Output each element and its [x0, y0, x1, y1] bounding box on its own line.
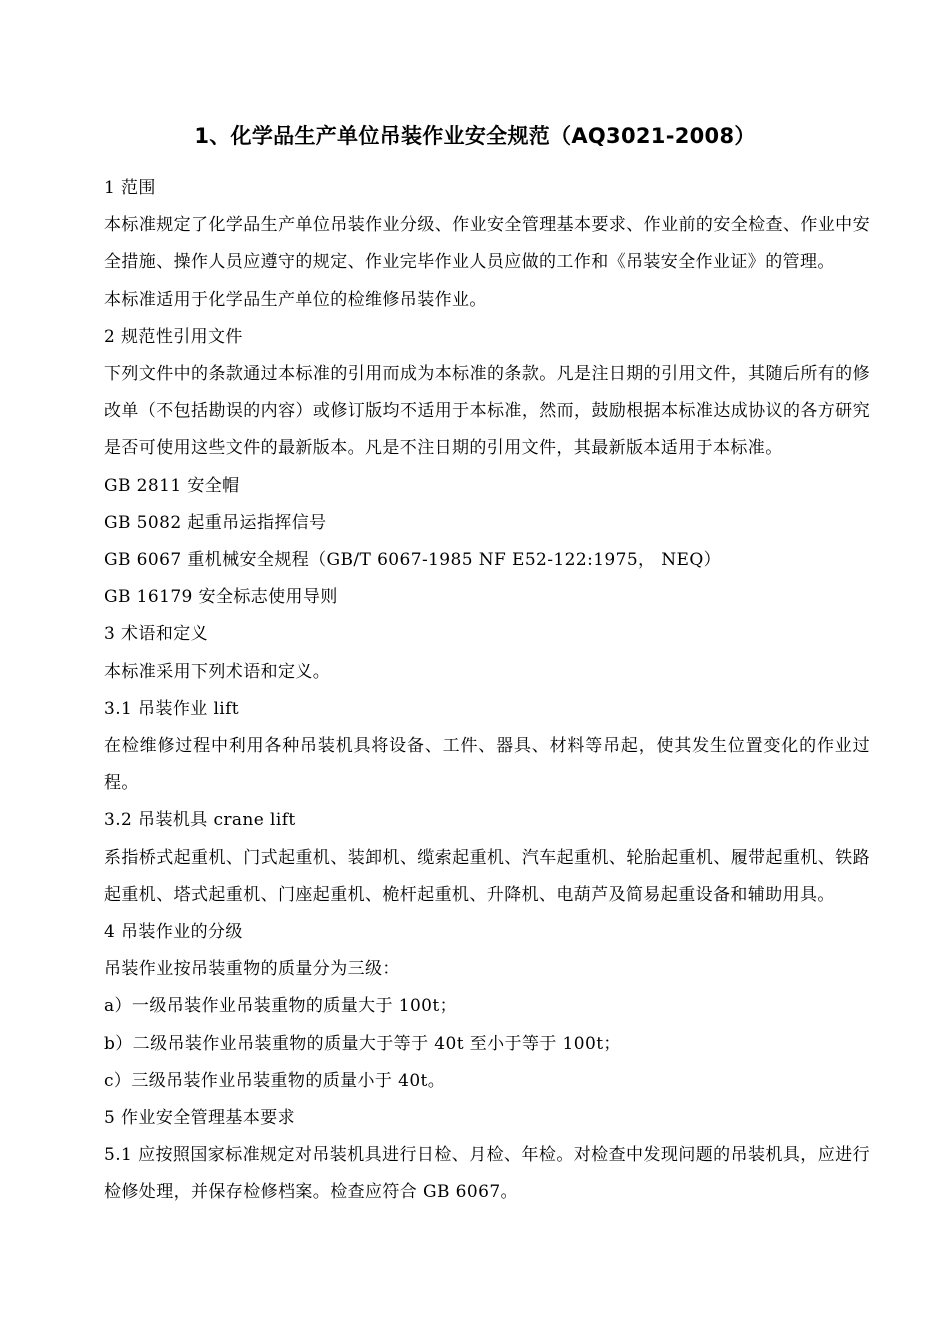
- paragraph: 本标准适用于化学品生产单位的检维修吊装作业。: [104, 289, 487, 310]
- document-title: 1、化学品生产单位吊装作业安全规范（AQ3021-2008）: [194, 124, 756, 148]
- paragraph: 吊装作业按吊装重物的质量分为三级：: [104, 959, 400, 980]
- paragraph: 本标准规定了化学品生产单位吊装作业分级、作业安全管理基本要求、作业前的安全检查、作业中安全措施、操作人员应遵守的规定、作业完毕作业人员应做的工作和《吊装安全作业证》的管理。: [104, 215, 870, 273]
- reference-item: GB 5082 起重吊运指挥信号: [104, 512, 327, 533]
- list-item: b）二级吊装作业吊装重物的质量大于等于 40t 至小于等于 100t；: [104, 1033, 621, 1054]
- paragraph: 在检维修过程中利用各种吊装机具将设备、工件、器具、材料等吊起，使其发生位置变化的作业过程。: [104, 736, 870, 794]
- section-heading-classification: 4 吊装作业的分级: [104, 922, 243, 943]
- reference-item: GB 2811 安全帽: [104, 475, 240, 496]
- section-heading-requirements: 5 作业安全管理基本要求: [104, 1108, 296, 1129]
- reference-item: GB 6067 重机械安全规程（GB/T 6067-1985 NF E52-122:1975， NEQ）: [104, 550, 722, 571]
- section-heading-terms: 3 术语和定义: [104, 624, 209, 645]
- section-heading-references: 2 规范性引用文件: [104, 326, 243, 347]
- section-heading-scope: 1 范围: [104, 178, 156, 198]
- paragraph: 系指桥式起重机、门式起重机、装卸机、缆索起重机、汽车起重机、轮胎起重机、履带起重机、铁路起重机、塔式起重机、门座起重机、桅杆起重机、升降机、电葫芦及简易起重设备和辅助用具。: [104, 847, 870, 905]
- list-item: c）三级吊装作业吊装重物的质量小于 40t。: [104, 1070, 446, 1091]
- document-body: [104, 170, 870, 1212]
- list-item: a）一级吊装作业吊装重物的质量大于 100t；: [104, 996, 458, 1017]
- subsection-heading: 3.2 吊装机具 crane lift: [104, 810, 296, 831]
- subsection-heading: 3.1 吊装作业 lift: [104, 698, 240, 719]
- paragraph: 下列文件中的条款通过本标准的引用而成为本标准的条款。凡是注日期的引用文件，其随后所有的修改单（不包括勘误的内容）或修订版均不适用于本标准，然而，鼓励根据本标准达成协议的各方研究是否可使用这些文件的最新版本。凡是不注日期的引用文件，其最新版本适用于本标准。: [104, 364, 870, 459]
- paragraph: 本标准采用下列术语和定义。: [104, 661, 331, 682]
- paragraph: 5.1 应按照国家标准规定对吊装机具进行日检、月检、年检。对检查中发现问题的吊装机具，应进行检修处理，并保存检修档案。检查应符合 GB 6067。: [104, 1145, 870, 1203]
- reference-item: GB 16179 安全标志使用导则: [104, 587, 338, 608]
